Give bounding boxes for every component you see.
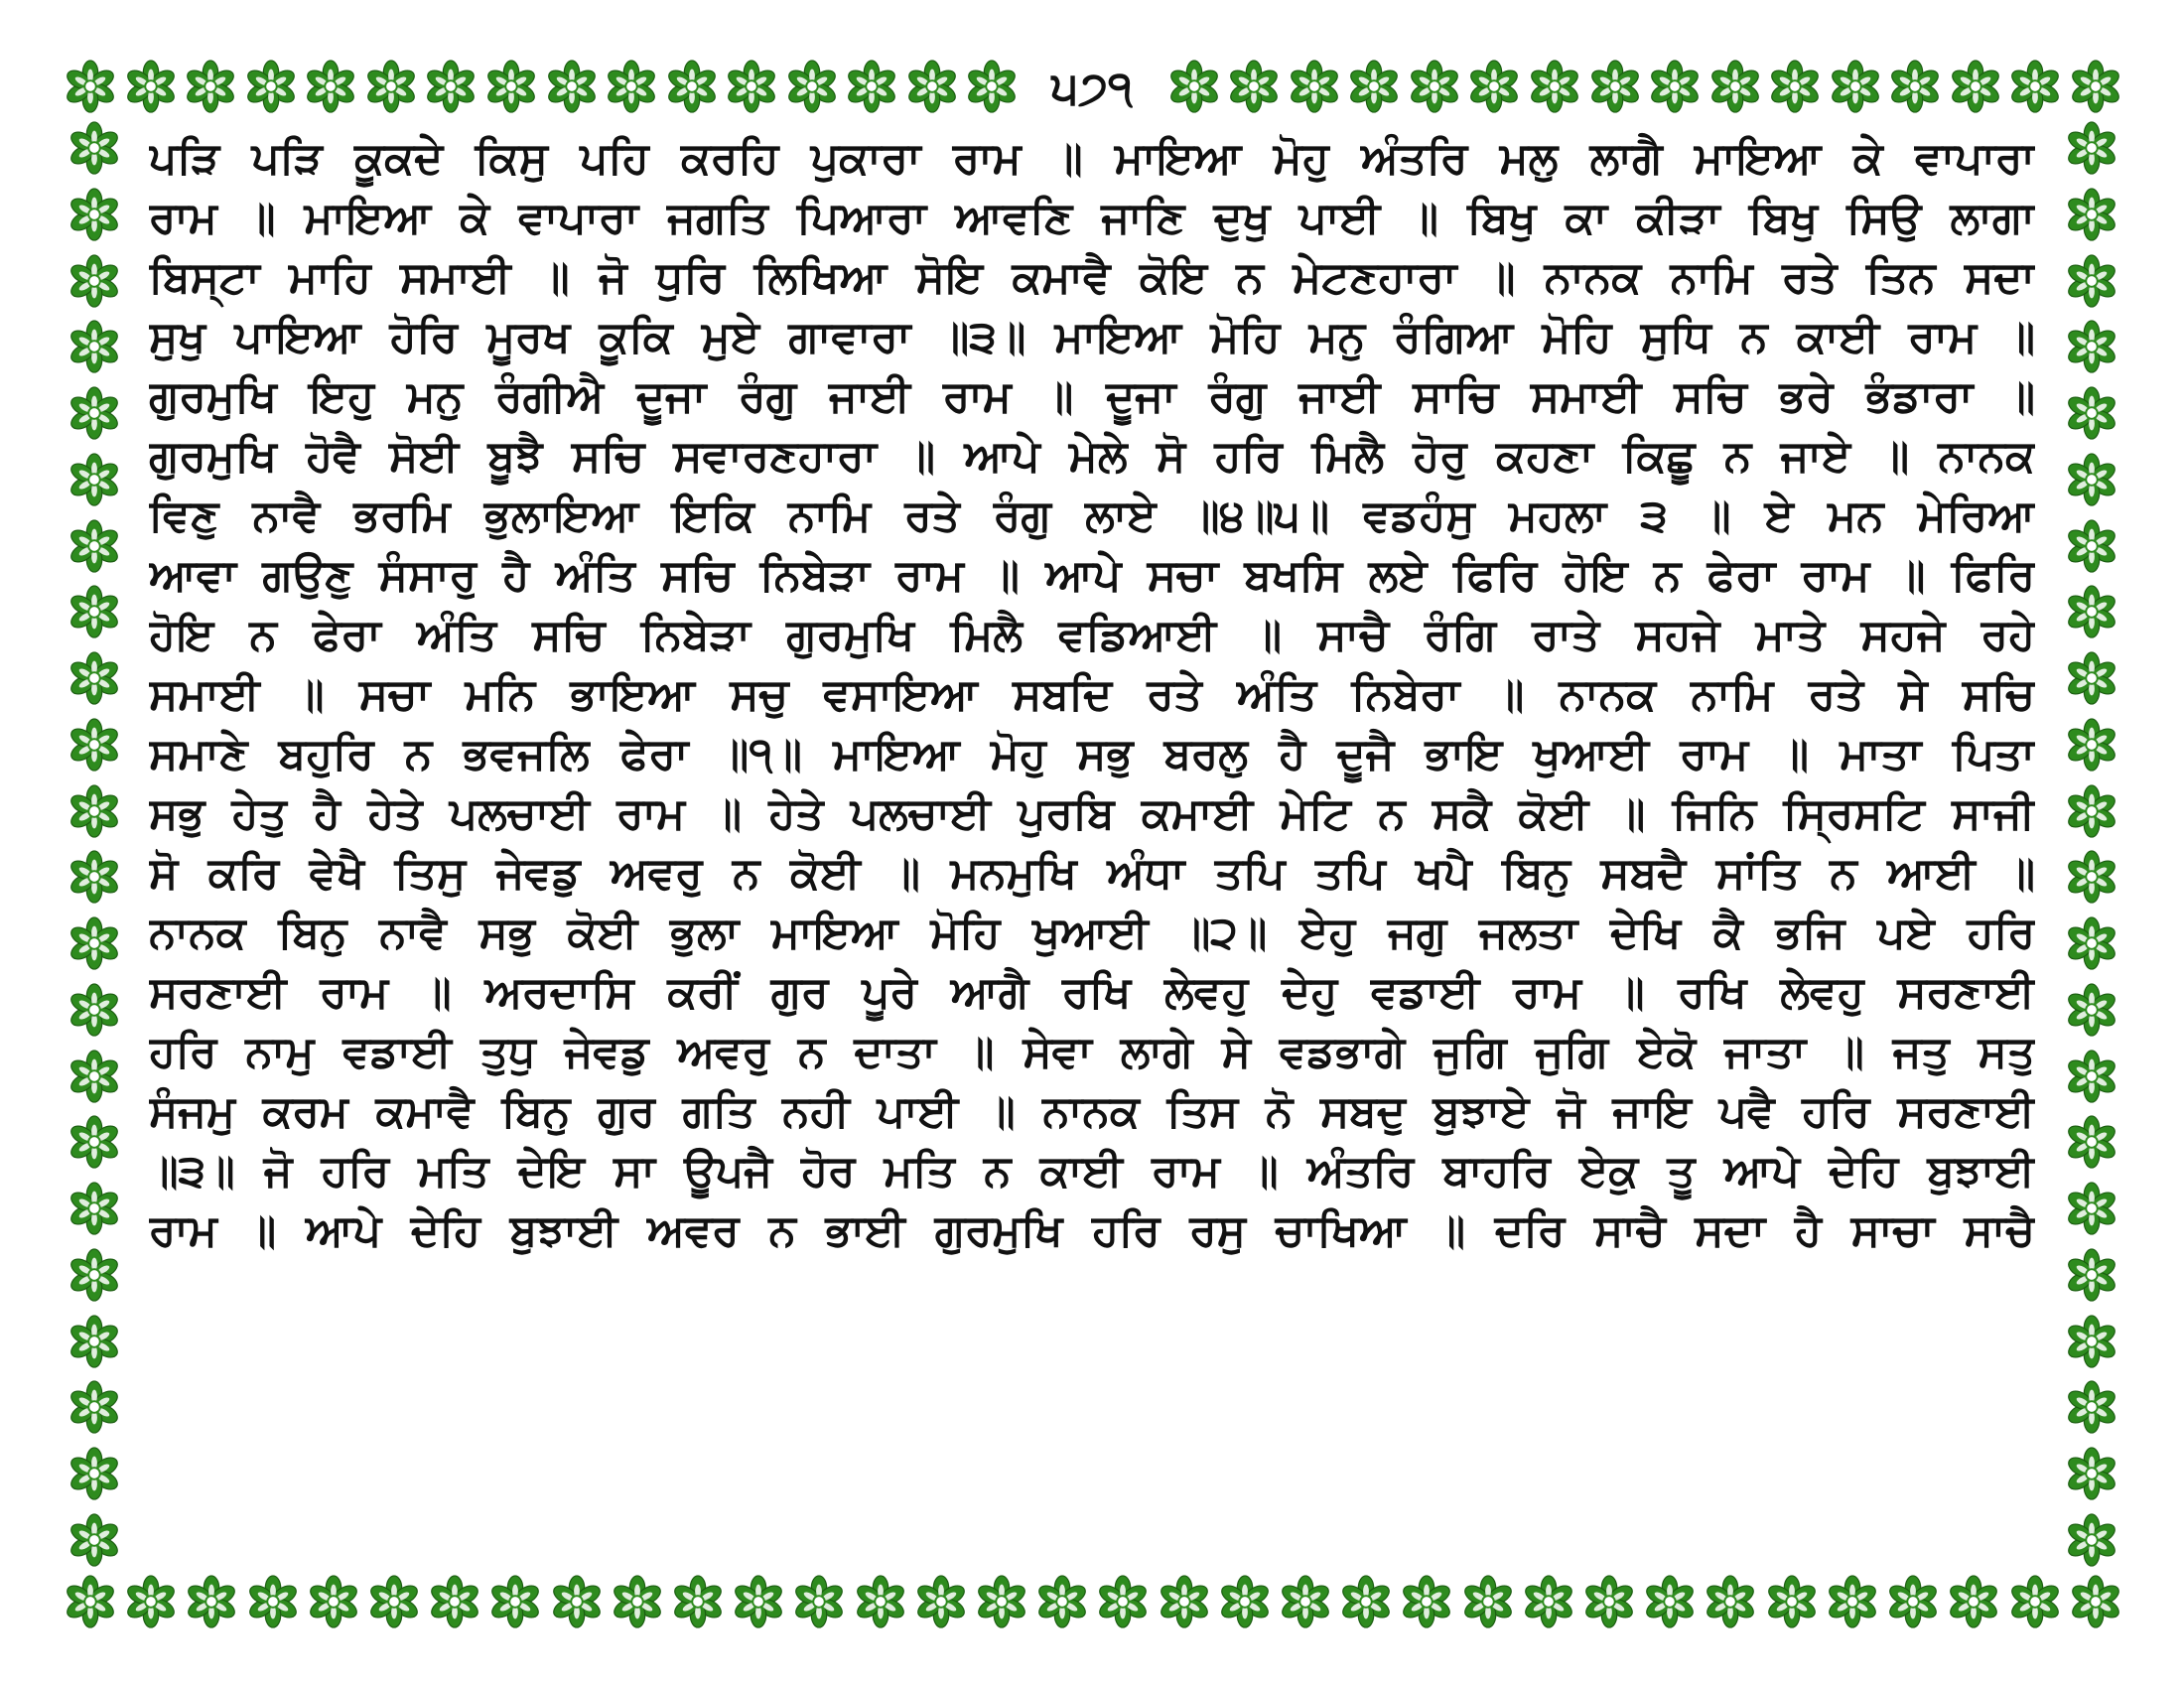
- flower-icon: [1277, 1573, 1334, 1630]
- flower-icon: [2063, 1313, 2120, 1370]
- flower-icon: [1286, 58, 1343, 115]
- flower-icon: [1580, 1573, 1638, 1630]
- flower-icon: [182, 58, 239, 115]
- flower-icon: [730, 1573, 787, 1630]
- floral-border-bottom: [62, 1569, 2124, 1634]
- flower-icon: [723, 58, 780, 115]
- text-line: ਪੜਿ ਪੜਿ ਕੂਕਦੇ ਕਿਸੁ ਪਹਿ ਕਰਹਿ ਪੁਕਾਰਾ ਰਾਮ ॥ ਮਾਇਆ ਮੋਹੁ ਅੰਤਰਿ ਮਲੁ ਲਾਗੈ ਮਾਇਆ ਕੇ ਵਾਪਾਰਾ: [149, 133, 2035, 184]
- flower-icon: [548, 1573, 606, 1630]
- flower-icon: [66, 1113, 123, 1171]
- flower-icon: [2063, 1246, 2120, 1304]
- flower-icon: [1646, 58, 1704, 115]
- text-line: ਸਰਣਾਈ ਰਾਮ ॥ ਅਰਦਾਸਿ ਕਰੀਂ ਗੁਰ ਪੂਰੇ ਆਗੈ ਰਖਿ ਲੇਵਹੁ ਦੇਹੁ ਵਡਾਈ ਰਾਮ ॥ ਰਖਿ ਲੇਵਹੁ ਸਰਣਾਈ: [149, 967, 2035, 1018]
- text-line: ਨਾਨਕ ਬਿਨੁ ਨਾਵੈ ਸਭੁ ਕੋਈ ਭੁਲਾ ਮਾਇਆ ਮੋਹਿ ਖੁਆਈ ॥੨॥ ਏਹੁ ਜਗੁ ਜਲਤਾ ਦੇਖਿ ਕੈ ਭਜਿ ਪਏ ਹਰਿ: [149, 908, 2035, 958]
- flower-icon: [903, 58, 961, 115]
- flower-icon: [2063, 1511, 2120, 1569]
- flower-icon: [66, 782, 123, 840]
- flower-icon: [2063, 716, 2120, 774]
- flower-icon: [1156, 1573, 1213, 1630]
- flower-icon: [2063, 1048, 2120, 1105]
- flower-icon: [66, 517, 123, 575]
- flower-icon: [183, 1573, 240, 1630]
- flower-icon: [669, 1573, 727, 1630]
- text-line: ਆਵਾ ਗਉਣੁ ਸੰਸਾਰੁ ਹੈ ਅੰਤਿ ਸਚਿ ਨਿਬੇੜਾ ਰਾਮ ॥ ਆਪੇ ਸਚਾ ਬਖਸਿ ਲਏ ਫਿਰਿ ਹੋਇ ਨ ਫੇਰਾ ਰਾਮ ॥ ਫਿਰਿ: [149, 550, 2035, 601]
- flower-icon: [244, 1573, 302, 1630]
- flower-icon: [2063, 583, 2120, 640]
- flower-icon: [1766, 58, 1824, 115]
- flower-icon: [2006, 1573, 2064, 1630]
- flower-icon: [1947, 58, 2004, 115]
- flower-icon: [66, 649, 123, 707]
- flower-icon: [609, 1573, 666, 1630]
- flower-icon: [1225, 58, 1283, 115]
- flower-icon: [305, 1573, 362, 1630]
- flower-icon: [1945, 1573, 2002, 1630]
- flower-icon: [2063, 186, 2120, 243]
- text-line: ਹੋਇ ਨ ਫੇਰਾ ਅੰਤਿ ਸਚਿ ਨਿਬੇੜਾ ਗੁਰਮੁਖਿ ਮਿਲੈ ਵਡਿਆਈ ॥ ਸਾਚੈ ਰੰਗਿ ਰਾਤੇ ਸਹਜੇ ਮਾਤੇ ਸਹਜੇ ਰਹੇ: [149, 610, 2035, 660]
- flower-icon: [486, 1573, 544, 1630]
- flower-icon: [2063, 1378, 2120, 1436]
- flower-icon: [2063, 252, 2120, 310]
- text-line: ਗੁਰਮੁਖਿ ਇਹੁ ਮਨੁ ਰੰਗੀਐ ਦੂਜਾ ਰੰਗੁ ਜਾਈ ਰਾਮ ॥ ਦੂਜਾ ਰੰਗੁ ਜਾਈ ਸਾਚਿ ਸਮਾਈ ਸਚਿ ਭਰੇ ਭੰਡਾਰਾ ॥: [149, 371, 2035, 422]
- flower-icon: [2063, 517, 2120, 575]
- flower-icon: [2063, 1180, 2120, 1237]
- flower-icon: [1459, 1573, 1517, 1630]
- flower-icon: [66, 1048, 123, 1105]
- flower-icon: [603, 58, 660, 115]
- flower-icon: [1824, 1573, 1881, 1630]
- flower-icon: [2006, 58, 2064, 115]
- flower-icon: [1520, 1573, 1577, 1630]
- text-line: ਰਾਮ ॥ ਮਾਇਆ ਕੇ ਵਾਪਾਰਾ ਜਗਤਿ ਪਿਆਰਾ ਆਵਣਿ ਜਾਣਿ ਦੁਖੁ ਪਾਈ ॥ ਬਿਖੁ ਕਾ ਕੀੜਾ ਬਿਖੁ ਸਿਉ ਲਾਗਾ: [149, 193, 2035, 243]
- flower-icon: [66, 451, 123, 508]
- flower-icon: [2063, 981, 2120, 1039]
- flower-icon: [1465, 58, 1523, 115]
- flower-icon: [852, 1573, 909, 1630]
- floral-border-left: [62, 119, 127, 1569]
- flower-icon: [66, 1511, 123, 1569]
- flower-icon: [365, 1573, 423, 1630]
- text-line: ਗੁਰਮੁਖਿ ਹੋਵੈ ਸੋਈ ਬੂਝੈ ਸਚਿ ਸਵਾਰਣਹਾਰਾ ॥ ਆਪੇ ਮੇਲੇ ਸੋ ਹਰਿ ਮਿਲੈ ਹੋਰੁ ਕਹਣਾ ਕਿਛੂ ਨ ਜਾਏ ॥ ਨਾਨਕ: [149, 431, 2035, 482]
- text-line: ਸੋ ਕਰਿ ਵੇਖੈ ਤਿਸੁ ਜੇਵਡੁ ਅਵਰੁ ਨ ਕੋਈ ॥ ਮਨਮੁਖਿ ਅੰਧਾ ਤਪਿ ਤਪਿ ਖਪੈ ਬਿਨੁ ਸਬਦੈ ਸਾਂਤਿ ਨ ਆਈ ॥: [149, 848, 2035, 899]
- flower-icon: [66, 318, 123, 375]
- text-line: ਬਿਸ੍ਟਾ ਮਾਹਿ ਸਮਾਈ ॥ ਜੋ ਧੁਰਿ ਲਿਖਿਆ ਸੋਇ ਕਮਾਵੈ ਕੋਇ ਨ ਮੇਟਣਹਾਰਾ ॥ ਨਾਨਕ ਨਾਮਿ ਰਤੇ ਤਿਨ ਸਦਾ: [149, 252, 2035, 303]
- flower-icon: [66, 119, 123, 177]
- flower-icon: [912, 1573, 970, 1630]
- flower-icon: [66, 716, 123, 774]
- flower-icon: [1337, 1573, 1395, 1630]
- flower-icon: [663, 58, 721, 115]
- flower-icon: [1886, 58, 1944, 115]
- flower-icon: [2063, 451, 2120, 508]
- flower-icon: [2063, 318, 2120, 375]
- flower-icon: [66, 583, 123, 640]
- flower-icon: [843, 58, 900, 115]
- flower-icon: [1398, 1573, 1455, 1630]
- text-line: ਰਾਮ ॥ ਆਪੇ ਦੇਹਿ ਬੁਝਾਈ ਅਵਰ ਨ ਭਾਈ ਗੁਰਮੁਖਿ ਹਰਿ ਰਸੁ ਚਾਖਿਆ ॥ ਦਰਿ ਸਾਚੈ ਸਦਾ ਹੈ ਸਾਚਾ ਸਾਚੈ: [149, 1205, 2035, 1256]
- flower-icon: [1827, 58, 1884, 115]
- flower-icon: [2063, 119, 2120, 177]
- flower-icon: [66, 1445, 123, 1502]
- flower-icon: [2063, 848, 2120, 906]
- flower-icon: [2063, 782, 2120, 840]
- floral-border-right: [2059, 119, 2124, 1569]
- flower-icon: [66, 186, 123, 243]
- flower-icon: [482, 58, 540, 115]
- flower-icon: [1702, 1573, 1759, 1630]
- flower-icon: [2063, 1113, 2120, 1171]
- flower-icon: [66, 1246, 123, 1304]
- flower-icon: [790, 1573, 848, 1630]
- flower-icon: [1641, 1573, 1699, 1630]
- flower-icon: [66, 848, 123, 906]
- flower-icon: [66, 914, 123, 972]
- flower-icon: [62, 58, 119, 115]
- text-line: ਸੰਜਮੁ ਕਰਮ ਕਮਾਵੈ ਬਿਨੁ ਗੁਰ ਗਤਿ ਨਹੀ ਪਾਈ ॥ ਨਾਨਕ ਤਿਸ ਨੋ ਸਬਦੁ ਬੁਝਾਏ ਜੋ ਜਾਇ ਪਵੈ ਹਰਿ ਸਰਣਾਈ: [149, 1086, 2035, 1137]
- flower-icon: [2063, 914, 2120, 972]
- flower-icon: [1586, 58, 1644, 115]
- text-line: ਸੁਖੁ ਪਾਇਆ ਹੋਰਿ ਮੂਰਖ ਕੂਕਿ ਮੁਏ ਗਾਵਾਰਾ ॥੩॥ ਮਾਇਆ ਮੋਹਿ ਮਨੁ ਰੰਗਿਆ ਮੋਹਿ ਸੁਧਿ ਨ ਕਾਈ ਰਾਮ ॥: [149, 312, 2035, 362]
- flower-icon: [1406, 58, 1463, 115]
- scripture-text: [149, 129, 2035, 1559]
- flower-icon: [2063, 1445, 2120, 1502]
- flower-icon: [1216, 1573, 1274, 1630]
- flower-icon: [1706, 58, 1764, 115]
- flower-icon: [783, 58, 841, 115]
- flower-icon: [1345, 58, 1403, 115]
- flower-icon: [362, 58, 420, 115]
- flower-icon: [1033, 1573, 1091, 1630]
- page-number: ੫੭੧: [1051, 61, 1133, 114]
- flower-icon: [426, 1573, 483, 1630]
- flower-icon: [1884, 1573, 1942, 1630]
- flower-icon: [422, 58, 479, 115]
- flower-icon: [62, 1573, 119, 1630]
- text-line: ਸਮਾਈ ॥ ਸਚਾ ਮਨਿ ਭਾਇਆ ਸਚੁ ਵਸਾਇਆ ਸਬਦਿ ਰਤੇ ਅੰਤਿ ਨਿਬੇਰਾ ॥ ਨਾਨਕ ਨਾਮਿ ਰਤੇ ਸੇ ਸਚਿ: [149, 669, 2035, 720]
- flower-icon: [66, 981, 123, 1039]
- flower-icon: [122, 58, 180, 115]
- flower-icon: [1526, 58, 1583, 115]
- text-line: ਸਭੁ ਹੇਤੁ ਹੈ ਹੇਤੇ ਪਲਚਾਈ ਰਾਮ ॥ ਹੇਤੇ ਪਲਚਾਈ ਪੁਰਬਿ ਕਮਾਈ ਮੇਟਿ ਨ ਸਕੈ ਕੋਈ ॥ ਜਿਨਿ ਸ੍ਰਿਸਟਿ ਸਾਜੀ: [149, 788, 2035, 839]
- text-line: ॥੩॥ ਜੋ ਹਰਿ ਮਤਿ ਦੇਇ ਸਾ ਊਪਜੈ ਹੋਰ ਮਤਿ ਨ ਕਾਈ ਰਾਮ ॥ ਅੰਤਰਿ ਬਾਹਰਿ ਏਕੁ ਤੂ ਆਪੇ ਦੇਹਿ ਬੁਝਾਈ: [149, 1146, 2035, 1196]
- flower-icon: [242, 58, 300, 115]
- flower-icon: [66, 1180, 123, 1237]
- flower-icon: [66, 1313, 123, 1370]
- flower-icon: [66, 252, 123, 310]
- flower-icon: [2067, 1573, 2124, 1630]
- text-line: ਹਰਿ ਨਾਮੁ ਵਡਾਈ ਤੁਧੁ ਜੇਵਡੁ ਅਵਰੁ ਨ ਦਾਤਾ ॥ ਸੇਵਾ ਲਾਗੇ ਸੇ ਵਡਭਾਗੇ ਜੁਗਿ ਜੁਗਿ ਏਕੋ ਜਾਤਾ ॥ ਜਤੁ ਸਤੁ: [149, 1027, 2035, 1077]
- flower-icon: [122, 1573, 180, 1630]
- flower-icon: [2067, 58, 2124, 115]
- text-line: ਵਿਣੁ ਨਾਵੈ ਭਰਮਿ ਭੁਲਾਇਆ ਇਕਿ ਨਾਮਿ ਰਤੇ ਰੰਗੁ ਲਾਏ ॥੪॥੫॥ ਵਡਹੰਸੁ ਮਹਲਾ ੩ ॥ ਏ ਮਨ ਮੇਰਿਆ: [149, 491, 2035, 541]
- flower-icon: [66, 1378, 123, 1436]
- flower-icon: [1763, 1573, 1821, 1630]
- flower-icon: [543, 58, 601, 115]
- flower-icon: [1094, 1573, 1152, 1630]
- text-line: ਸਮਾਣੇ ਬਹੁਰਿ ਨ ਭਵਜਲਿ ਫੇਰਾ ॥੧॥ ਮਾਇਆ ਮੋਹੁ ਸਭੁ ਬਰਲੁ ਹੈ ਦੂਜੈ ਭਾਇ ਖੁਆਈ ਰਾਮ ॥ ਮਾਤਾ ਪਿਤਾ: [149, 729, 2035, 779]
- flower-icon: [973, 1573, 1030, 1630]
- flower-icon: [302, 58, 359, 115]
- flower-icon: [2063, 649, 2120, 707]
- flower-icon: [66, 384, 123, 442]
- flower-icon: [2063, 384, 2120, 442]
